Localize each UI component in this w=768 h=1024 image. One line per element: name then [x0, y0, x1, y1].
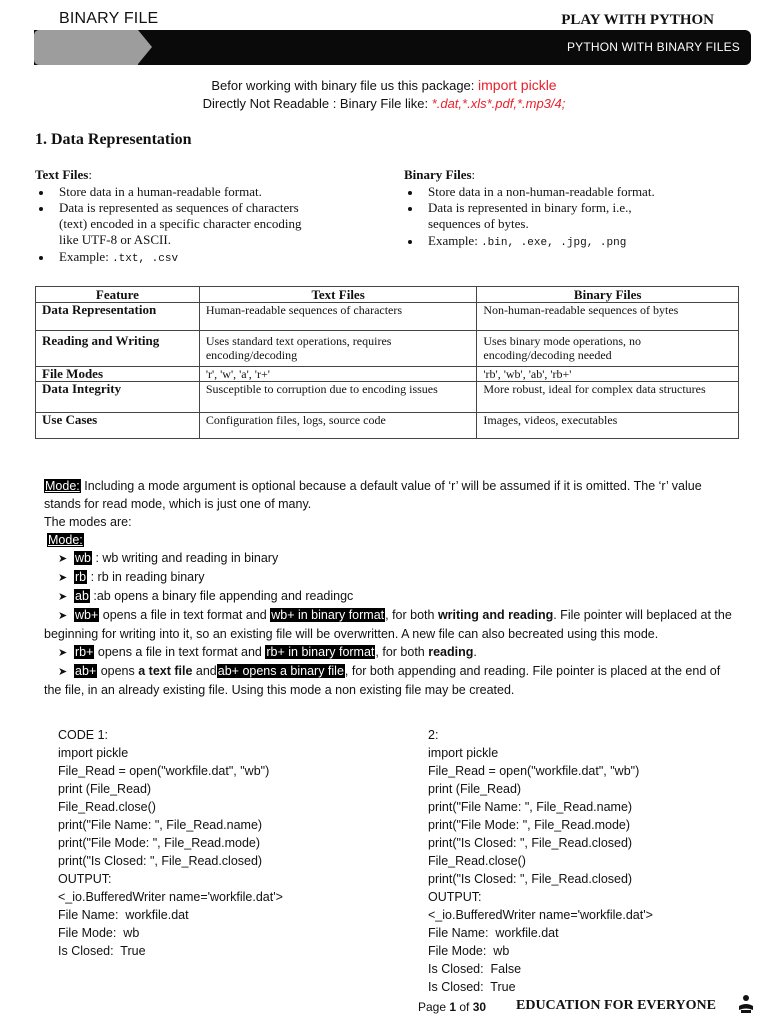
- mode-label: Mode:: [45, 479, 80, 493]
- code-line: print("Is Closed: ", File_Read.closed): [428, 872, 633, 886]
- mode-rbplus: [44, 643, 734, 662]
- code-line: print("File Name: ", File_Read.name): [58, 818, 263, 832]
- table-cell: Non-human-readable sequences of bytes: [477, 303, 739, 331]
- list-item: • Store data in a non-human-readable format.: [422, 184, 744, 200]
- arrow-bullet-icon: ➤: [58, 666, 68, 678]
- code-line: print (File_Read): [428, 782, 522, 796]
- code-line: print("Is Closed: ", File_Read.closed): [428, 836, 633, 850]
- mode-desc: .: [473, 645, 477, 659]
- code-line: 2:: [428, 728, 439, 742]
- mode-bold: a text file: [138, 664, 193, 678]
- intro-import-pickle: import pickle: [478, 77, 557, 93]
- mode-desc: :ab opens a binary file appending and readingc: [89, 589, 354, 603]
- mode-highlight: wb+ in binary format: [271, 608, 385, 622]
- mode-tag: rb: [75, 570, 87, 584]
- mode-desc: , for both: [385, 608, 438, 622]
- mode-desc: opens a file in text format and: [99, 608, 271, 622]
- intro-line-1-text: Befor working with binary file us this package:: [211, 78, 479, 93]
- table-cell: Images, videos, executables: [477, 413, 739, 439]
- header-arrow-icon: [138, 30, 152, 64]
- table-cell: Uses binary mode operations, no encoding/decoding needed: [477, 331, 739, 367]
- table-cell: Data Integrity: [36, 382, 200, 413]
- code-line: File Mode: wb: [58, 926, 140, 940]
- mode-desc: , for both appending and reading. File pointer is placed at the end of the file, in an already existing file. Using this mode a non existing file may be created.: [44, 664, 721, 697]
- header-subtitle: PYTHON WITH BINARY FILES: [566, 40, 740, 54]
- table-cell: More robust, ideal for complex data structures: [477, 382, 739, 413]
- arrow-bullet-icon: ➤: [58, 591, 68, 603]
- mode-rb: [44, 568, 734, 587]
- code-block-2: [428, 726, 653, 996]
- mode-desc: and: [192, 664, 217, 678]
- mode-desc: , for both: [375, 645, 429, 659]
- code-line: Is Closed: True: [428, 980, 516, 994]
- code-block-1: [58, 726, 283, 960]
- code-line: File Mode: wb: [428, 944, 510, 958]
- arrow-bullet-icon: ➤: [58, 553, 68, 565]
- arrow-bullet-icon: ➤: [58, 647, 68, 659]
- mode-abplus: [44, 662, 734, 699]
- code-line: print("Is Closed: ", File_Read.closed): [58, 854, 263, 868]
- mode-tag: ab: [75, 589, 89, 603]
- example-label: Example:: [59, 249, 113, 264]
- mode-desc: : wb writing and reading in binary: [91, 551, 279, 565]
- code-line: File Name: workfile.dat: [428, 926, 559, 940]
- table-cell: Data Representation: [36, 303, 200, 331]
- code-line: print("File Mode: ", File_Read.mode): [58, 836, 261, 850]
- table-cell: Susceptible to corruption due to encoding issues: [199, 382, 477, 413]
- mode-highlight: rb+ in binary format: [266, 645, 375, 659]
- binary-files-title-label: Binary Files: [404, 167, 472, 182]
- list-item: • Data is represented as sequences of characters (text) encoded in a specific character encoding like UTF-8 or ASCII.: [53, 200, 309, 248]
- mode-desc: opens a file in text format and: [94, 645, 266, 659]
- text-files-column: [35, 167, 365, 267]
- code-line: Is Closed: True: [58, 944, 146, 958]
- table-cell: 'rb', 'wb', 'ab', 'rb+': [477, 367, 739, 382]
- binary-files-list: [404, 184, 744, 251]
- code-line: Is Closed: False: [428, 962, 522, 976]
- arrow-bullet-icon: ➤: [58, 610, 68, 622]
- table-cell: 'r', 'w', 'a', 'r+': [199, 367, 477, 382]
- table-cell: Human-readable sequences of characters: [199, 303, 477, 331]
- code-line: CODE 1:: [58, 728, 109, 742]
- mode-desc: opens: [97, 664, 139, 678]
- code-line: File_Read.close(): [428, 854, 526, 868]
- code-line: <_io.BufferedWriter name='workfile.dat'>: [58, 890, 283, 904]
- table-row: [36, 331, 739, 367]
- page-of: of: [456, 1000, 473, 1014]
- code-line: File Name: workfile.dat: [58, 908, 189, 922]
- header-left-title: BINARY FILE: [59, 10, 159, 27]
- code-line: File_Read.close(): [58, 800, 156, 814]
- intro-line-1: [0, 77, 768, 93]
- page-number: [418, 1000, 486, 1014]
- example-code: .bin, .exe, .jpg, .png: [481, 237, 627, 249]
- mode-tag: rb+: [75, 645, 94, 659]
- list-item: • Data is represented in binary form, i.e., sequences of bytes.: [422, 200, 678, 232]
- footer-education: EDUCATION FOR EVERYONE: [516, 998, 716, 1013]
- table-row: [36, 382, 739, 413]
- table-cell: File Modes: [36, 367, 200, 382]
- text-files-title-label: Text Files: [35, 167, 89, 182]
- text-files-list: [35, 184, 365, 267]
- table-row: [36, 413, 739, 439]
- code-line: OUTPUT:: [58, 872, 112, 886]
- mode-desc: : rb in reading binary: [87, 570, 205, 584]
- mode-tag: ab+: [75, 664, 97, 678]
- code-line: OUTPUT:: [428, 890, 482, 904]
- list-item: • Store data in a human-readable format.: [53, 184, 365, 200]
- binary-files-column: [404, 167, 744, 251]
- modes-list-label: [44, 531, 734, 549]
- mode-tag: wb+: [75, 608, 99, 622]
- table-header-cell: Text Files: [199, 287, 477, 303]
- header-tab: [34, 30, 138, 65]
- code-line: <_io.BufferedWriter name='workfile.dat'>: [428, 908, 653, 922]
- mode-list-label: Mode:: [48, 533, 83, 547]
- page-current: 1: [449, 1000, 457, 1014]
- example-code: .txt, .csv: [112, 253, 179, 265]
- code-line: print (File_Read): [58, 782, 152, 796]
- intro-line-2: [0, 96, 768, 111]
- mode-ab: [44, 587, 734, 606]
- modes-section: [44, 477, 734, 699]
- page-prefix: Page: [418, 1000, 450, 1014]
- intro-extensions: *.dat,*.xls*.pdf,*.mp3/4;: [431, 96, 566, 111]
- modes-intro-text: Including a mode argument is optional because a default value of ‘r’ will be assumed if it is omitted. The ‘r’ value stands for read mode, which is just one of many.: [44, 479, 702, 511]
- comparison-table: [35, 286, 739, 439]
- reading-person-icon: [735, 993, 757, 1020]
- table-row: [36, 367, 739, 382]
- mode-wb: [44, 549, 734, 568]
- code-line: import pickle: [58, 746, 129, 760]
- arrow-bullet-icon: ➤: [58, 572, 68, 584]
- list-item: [53, 249, 365, 267]
- table-cell: Configuration files, logs, source code: [199, 413, 477, 439]
- binary-files-title: Binary Files:: [404, 167, 476, 182]
- code-line: File_Read = open("workfile.dat", "wb"): [58, 764, 270, 778]
- modes-intro: [44, 477, 734, 513]
- mode-bold: reading: [428, 645, 474, 659]
- section-title: 1. Data Representation: [35, 131, 192, 148]
- mode-wbplus: [44, 606, 734, 643]
- table-header-row: [36, 287, 739, 303]
- code-line: print("File Name: ", File_Read.name): [428, 800, 633, 814]
- table-header-cell: Binary Files: [477, 287, 739, 303]
- table-cell: Uses standard text operations, requires encoding/decoding: [199, 331, 477, 367]
- page-total: 30: [472, 1000, 487, 1014]
- code-line: import pickle: [428, 746, 499, 760]
- mode-highlight: ab+ opens a binary file: [217, 664, 344, 678]
- mode-tag: wb: [75, 551, 91, 565]
- table-cell: Use Cases: [36, 413, 200, 439]
- code-line: File_Read = open("workfile.dat", "wb"): [428, 764, 640, 778]
- header-right-title: PLAY WITH PYTHON: [561, 12, 714, 28]
- table-header-cell: Feature: [36, 287, 200, 303]
- mode-desc: . File pointer will beplaced at the beginning for writing into it, so an existing file will be overwritten. A new file can also becreated using this mode.: [44, 608, 732, 641]
- list-item: [422, 233, 744, 251]
- code-line: print("File Mode: ", File_Read.mode): [428, 818, 631, 832]
- modes-are: The modes are:: [44, 515, 132, 529]
- table-row: [36, 303, 739, 331]
- text-files-title: Text Files:: [35, 167, 92, 182]
- example-label: Example:: [428, 233, 482, 248]
- intro-line-2-text: Directly Not Readable : Binary File like:: [202, 96, 432, 111]
- table-cell: Reading and Writing: [36, 331, 200, 367]
- mode-bold: writing and reading: [437, 608, 554, 622]
